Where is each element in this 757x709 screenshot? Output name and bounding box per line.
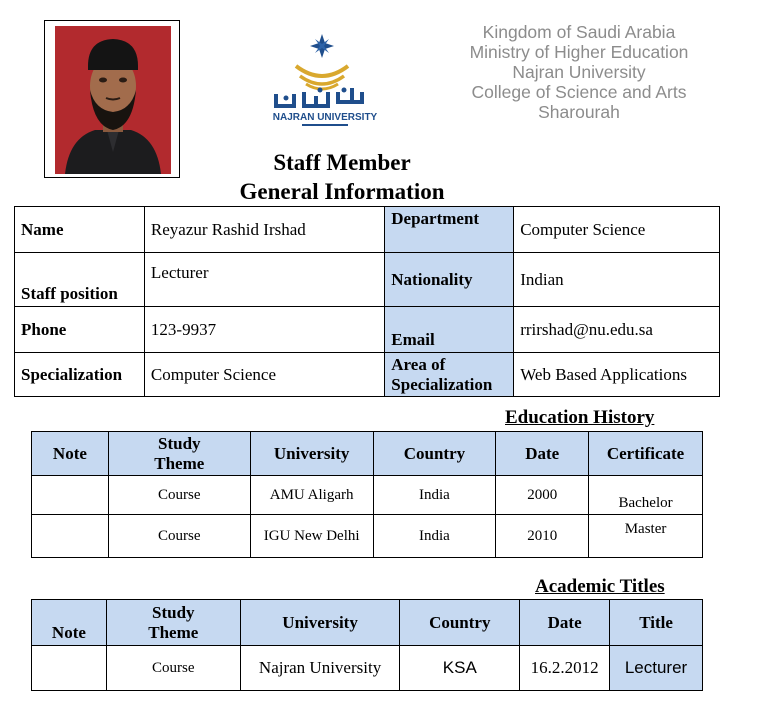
col-header-date: Date — [520, 600, 610, 646]
col-header-title: Title — [610, 600, 703, 646]
col-header-country: Country — [400, 600, 520, 646]
cell-university: AMU Aligarh — [250, 476, 373, 515]
name-label: Name — [15, 207, 145, 253]
nationality-value: Indian — [514, 253, 720, 307]
title-line-2: General Information — [239, 179, 445, 204]
title-line-1: Staff Member — [273, 150, 411, 175]
table-row — [32, 646, 703, 691]
general-info-table — [14, 206, 720, 397]
academic-titles-table — [31, 599, 703, 691]
table-row — [15, 207, 720, 253]
department-value: Computer Science — [514, 207, 720, 253]
education-history-table — [31, 431, 703, 558]
col-header-note: Note — [32, 600, 107, 646]
col-header-study-theme: Study Theme — [106, 600, 240, 646]
col-header-certificate: Certificate — [589, 432, 703, 476]
phone-value: 123-9937 — [144, 307, 384, 353]
name-value: Reyazur Rashid Irshad — [144, 207, 384, 253]
cell-country: KSA — [400, 646, 520, 691]
email-label: Email — [385, 307, 514, 353]
table-row — [15, 307, 720, 353]
col-header-study-theme: Study Theme — [108, 432, 250, 476]
col-header-university: University — [240, 600, 400, 646]
document-title — [200, 148, 484, 206]
cell-date: 2000 — [496, 476, 589, 515]
table-header-row — [32, 600, 703, 646]
cell-date: 16.2.2012 — [520, 646, 610, 691]
academic-titles-title: Academic Titles — [535, 576, 665, 597]
cell-study-theme: Course — [106, 646, 240, 691]
department-label: Department — [385, 207, 514, 253]
area-of-specialization-label: Area of Specialization — [385, 353, 514, 397]
najran-university-logo — [262, 30, 388, 130]
cell-note — [32, 476, 109, 515]
staff-position-label: Staff position — [15, 253, 145, 307]
email-value: rrirshad@nu.edu.sa — [514, 307, 720, 353]
table-header-row — [32, 432, 703, 476]
table-row — [15, 253, 720, 307]
nationality-label: Nationality — [385, 253, 514, 307]
cell-study-theme: Course — [108, 515, 250, 558]
staff-photo-frame — [44, 20, 180, 178]
cell-date: 2010 — [496, 515, 589, 558]
cell-university: IGU New Delhi — [250, 515, 373, 558]
cell-certificate: Bachelor — [589, 476, 703, 515]
cell-country: India — [373, 515, 496, 558]
institution-header — [420, 22, 738, 122]
education-history-title: Education History — [505, 407, 655, 428]
phone-label: Phone — [15, 307, 145, 353]
area-of-specialization-value: Web Based Applications — [514, 353, 720, 397]
staff-position-value: Lecturer — [144, 253, 384, 307]
table-row — [32, 476, 703, 515]
col-header-date: Date — [496, 432, 589, 476]
table-row — [15, 353, 720, 397]
header-line-city: Sharourah — [538, 102, 620, 122]
header-line-college: College of Science and Arts — [471, 82, 687, 102]
header-line-university: Najran University — [512, 62, 646, 82]
cell-country: India — [373, 476, 496, 515]
col-header-country: Country — [373, 432, 496, 476]
cell-university: Najran University — [240, 646, 400, 691]
table-row — [32, 515, 703, 558]
cell-study-theme: Course — [108, 476, 250, 515]
col-header-university: University — [250, 432, 373, 476]
header-line-ministry: Ministry of Higher Education — [469, 42, 689, 62]
cell-title: Lecturer — [610, 646, 703, 691]
cell-certificate: Master — [589, 515, 703, 558]
header-line-country: Kingdom of Saudi Arabia — [482, 22, 676, 42]
cell-note — [32, 646, 107, 691]
cell-note — [32, 515, 109, 558]
col-header-note: Note — [32, 432, 109, 476]
specialization-value: Computer Science — [144, 353, 384, 397]
logo-wordmark: NAJRAN UNIVERSITY — [272, 112, 378, 123]
specialization-label: Specialization — [15, 353, 145, 397]
staff-photo — [55, 26, 171, 174]
